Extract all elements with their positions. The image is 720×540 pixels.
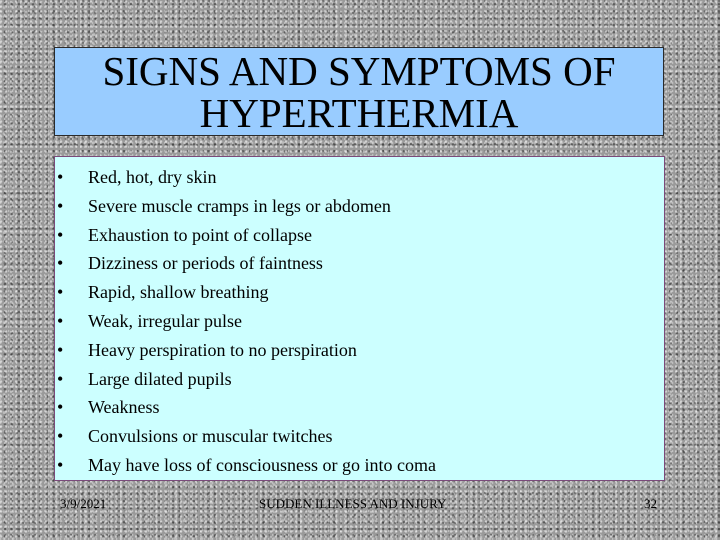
symptom-item <box>55 163 436 192</box>
symptom-item <box>55 221 436 250</box>
bullet-icon: • <box>57 224 64 245</box>
symptom-item <box>55 422 436 451</box>
bullet-icon: • <box>57 426 64 447</box>
symptom-item <box>55 451 436 480</box>
symptom-item <box>55 192 436 221</box>
symptom-text: Rapid, shallow breathing <box>88 282 269 303</box>
bullet-icon: • <box>57 397 64 418</box>
symptom-item <box>55 336 436 365</box>
symptom-text: Weakness <box>88 397 160 418</box>
bullet-icon: • <box>57 454 64 475</box>
slide-number: 32 <box>644 496 657 511</box>
symptom-text: Red, hot, dry skin <box>88 167 217 187</box>
bullet-icon: • <box>57 167 64 187</box>
bullet-icon: • <box>57 310 64 331</box>
symptom-text: Weak, irregular pulse <box>88 310 242 331</box>
slide-title-line-2: HYPERTHERMIA <box>199 89 519 136</box>
slide-body-box <box>54 156 665 481</box>
symptom-text: Heavy perspiration to no perspiration <box>88 339 357 360</box>
slide-title-box <box>54 47 664 136</box>
footer-date: 3/9/2021 <box>60 496 107 511</box>
bullet-icon: • <box>57 253 64 274</box>
symptom-item <box>55 365 436 394</box>
symptom-text: Exhaustion to point of collapse <box>88 224 312 245</box>
bullet-icon: • <box>57 339 64 360</box>
symptom-list <box>55 163 436 480</box>
symptom-text: Severe muscle cramps in legs or abdomen <box>88 195 391 216</box>
symptom-item <box>55 249 436 278</box>
slide-title-line-1: SIGNS AND SYMPTOMS OF <box>102 47 616 94</box>
symptom-text: Large dilated pupils <box>88 368 232 389</box>
symptom-text: Dizziness or periods of faintness <box>88 253 323 274</box>
symptom-text: May have loss of consciousness or go into coma <box>88 454 436 475</box>
symptom-item <box>55 393 436 422</box>
symptom-item <box>55 307 436 336</box>
bullet-icon: • <box>57 368 64 389</box>
bullet-icon: • <box>57 195 64 216</box>
symptom-item <box>55 278 436 307</box>
symptom-text: Convulsions or muscular twitches <box>88 426 333 447</box>
footer-title: SUDDEN ILLNESS AND INJURY <box>259 496 447 511</box>
bullet-icon: • <box>57 282 64 303</box>
